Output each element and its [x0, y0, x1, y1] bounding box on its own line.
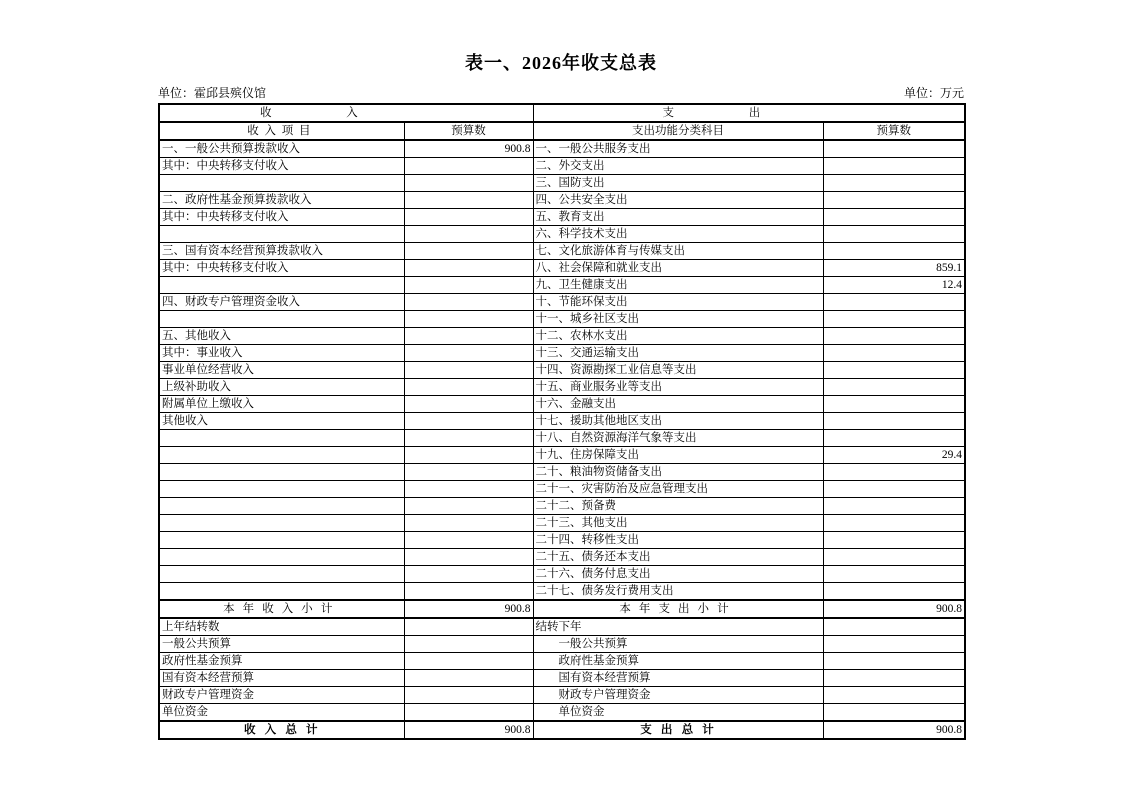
expense-item-cell: 二十五、债务还本支出	[533, 549, 823, 566]
income-item-cell: 本年收入小计	[159, 600, 404, 618]
income-item-cell: 四、财政专户管理资金收入	[159, 294, 404, 311]
expense-item-header: 支出功能分类科目	[533, 122, 823, 140]
income-item-cell	[159, 549, 404, 566]
expense-item-cell: 三、国防支出	[533, 175, 823, 192]
income-value-cell	[404, 175, 533, 192]
expense-value-cell	[823, 430, 965, 447]
table-row	[159, 721, 965, 739]
expense-value-cell	[823, 583, 965, 601]
income-budget-header: 预算数	[404, 122, 533, 140]
expense-value-cell	[823, 636, 965, 653]
income-value-cell	[404, 209, 533, 226]
income-item-cell	[159, 498, 404, 515]
table-row	[159, 583, 965, 601]
table-row	[159, 600, 965, 618]
expense-item-cell: 十九、住房保障支出	[533, 447, 823, 464]
expense-item-cell: 六、科学技术支出	[533, 226, 823, 243]
expense-budget-header: 预算数	[823, 122, 965, 140]
meta-line	[158, 86, 964, 100]
expense-value-cell	[823, 670, 965, 687]
table-row	[159, 430, 965, 447]
budget-summary-table	[158, 103, 966, 740]
table-row	[159, 636, 965, 653]
expense-value-cell	[823, 209, 965, 226]
expense-item-cell: 十三、交通运输支出	[533, 345, 823, 362]
income-value-cell: 900.8	[404, 140, 533, 158]
expense-item-cell: 一般公共预算	[533, 636, 823, 653]
expense-item-cell: 单位资金	[533, 704, 823, 722]
table-row	[159, 158, 965, 175]
expense-value-cell	[823, 345, 965, 362]
expense-item-cell: 十七、援助其他地区支出	[533, 413, 823, 430]
income-item-cell	[159, 311, 404, 328]
income-item-cell: 附属单位上缴收入	[159, 396, 404, 413]
income-item-cell	[159, 447, 404, 464]
income-value-cell	[404, 396, 533, 413]
table-row	[159, 515, 965, 532]
table-row	[159, 140, 965, 158]
expense-value-cell	[823, 158, 965, 175]
income-item-cell: 国有资本经营预算	[159, 670, 404, 687]
income-item-cell	[159, 430, 404, 447]
table-row	[159, 670, 965, 687]
income-item-cell: 五、其他收入	[159, 328, 404, 345]
group-header-row	[159, 104, 965, 122]
expense-value-cell	[823, 481, 965, 498]
expense-value-cell	[823, 498, 965, 515]
expense-item-cell: 十四、资源勘探工业信息等支出	[533, 362, 823, 379]
income-value-cell	[404, 549, 533, 566]
table-row	[159, 413, 965, 430]
expense-item-cell: 二十四、转移性支出	[533, 532, 823, 549]
expense-item-cell: 一、一般公共服务支出	[533, 140, 823, 158]
expense-item-cell: 五、教育支出	[533, 209, 823, 226]
expense-item-cell: 二、外交支出	[533, 158, 823, 175]
income-value-cell	[404, 653, 533, 670]
income-value-cell	[404, 636, 533, 653]
income-item-cell	[159, 532, 404, 549]
expense-value-cell	[823, 704, 965, 722]
table-row	[159, 532, 965, 549]
expense-group-header: 支出	[533, 104, 965, 122]
income-item-cell: 单位资金	[159, 704, 404, 722]
expense-value-cell	[823, 464, 965, 481]
income-value-cell	[404, 704, 533, 722]
unit-measure-label: 单位：万元	[903, 86, 964, 100]
expense-item-cell: 十一、城乡社区支出	[533, 311, 823, 328]
column-header-row	[159, 122, 965, 140]
income-item-cell: 一、一般公共预算拨款收入	[159, 140, 404, 158]
expense-value-cell	[823, 192, 965, 209]
table-row	[159, 277, 965, 294]
table-row	[159, 687, 965, 704]
table-row	[159, 226, 965, 243]
income-item-header: 收入项目	[159, 122, 404, 140]
income-item-cell: 其中：中央转移支付收入	[159, 158, 404, 175]
expense-item-cell: 财政专户管理资金	[533, 687, 823, 704]
income-value-cell: 900.8	[404, 600, 533, 618]
income-item-cell: 二、政府性基金预算拨款收入	[159, 192, 404, 209]
income-item-cell	[159, 566, 404, 583]
table-row	[159, 209, 965, 226]
table-row	[159, 566, 965, 583]
income-value-cell	[404, 515, 533, 532]
income-item-cell	[159, 515, 404, 532]
expense-value-cell	[823, 294, 965, 311]
income-value-cell	[404, 670, 533, 687]
expense-value-cell	[823, 687, 965, 704]
income-value-cell	[404, 413, 533, 430]
expense-value-cell: 12.4	[823, 277, 965, 294]
table-row	[159, 294, 965, 311]
income-item-cell: 其他收入	[159, 413, 404, 430]
table-row	[159, 653, 965, 670]
income-item-cell	[159, 175, 404, 192]
table-row	[159, 175, 965, 192]
expense-item-cell: 二十、粮油物资储备支出	[533, 464, 823, 481]
expense-item-cell: 二十六、债务付息支出	[533, 566, 823, 583]
income-value-cell	[404, 566, 533, 583]
table-row	[159, 192, 965, 209]
income-value-cell	[404, 362, 533, 379]
income-value-cell	[404, 447, 533, 464]
expense-value-cell	[823, 226, 965, 243]
income-value-cell	[404, 226, 533, 243]
income-item-cell: 财政专户管理资金	[159, 687, 404, 704]
income-value-cell	[404, 277, 533, 294]
expense-value-cell	[823, 618, 965, 636]
table-row	[159, 243, 965, 260]
table-row	[159, 328, 965, 345]
expense-value-cell	[823, 532, 965, 549]
table-body	[159, 140, 965, 739]
table-row	[159, 464, 965, 481]
income-value-cell	[404, 328, 533, 345]
income-value-cell	[404, 379, 533, 396]
income-item-cell	[159, 464, 404, 481]
table-row	[159, 447, 965, 464]
expense-item-cell: 十八、自然资源海洋气象等支出	[533, 430, 823, 447]
income-value-cell	[404, 158, 533, 175]
income-value-cell	[404, 345, 533, 362]
income-item-cell: 三、国有资本经营预算拨款收入	[159, 243, 404, 260]
expense-value-cell	[823, 243, 965, 260]
income-item-cell: 事业单位经营收入	[159, 362, 404, 379]
table-row	[159, 345, 965, 362]
page-title: 表一、2026年收支总表	[465, 53, 657, 73]
table-row	[159, 379, 965, 396]
income-value-cell	[404, 583, 533, 601]
expense-value-cell: 900.8	[823, 721, 965, 739]
expense-item-cell: 十二、农林水支出	[533, 328, 823, 345]
expense-value-cell	[823, 549, 965, 566]
table-row	[159, 362, 965, 379]
income-value-cell	[404, 532, 533, 549]
expense-item-cell: 二十七、债务发行费用支出	[533, 583, 823, 601]
table-row	[159, 549, 965, 566]
table-row	[159, 260, 965, 277]
income-item-cell: 上年结转数	[159, 618, 404, 636]
income-value-cell	[404, 430, 533, 447]
income-value-cell	[404, 260, 533, 277]
expense-item-cell: 九、卫生健康支出	[533, 277, 823, 294]
expense-value-cell: 29.4	[823, 447, 965, 464]
income-value-cell	[404, 294, 533, 311]
table-row	[159, 498, 965, 515]
table-row	[159, 481, 965, 498]
expense-item-cell: 本年支出小计	[533, 600, 823, 618]
income-item-cell: 收入总计	[159, 721, 404, 739]
expense-value-cell	[823, 175, 965, 192]
expense-value-cell	[823, 653, 965, 670]
income-value-cell: 900.8	[404, 721, 533, 739]
expense-item-cell: 四、公共安全支出	[533, 192, 823, 209]
expense-value-cell	[823, 311, 965, 328]
income-item-cell: 上级补助收入	[159, 379, 404, 396]
income-value-cell	[404, 481, 533, 498]
table-row	[159, 618, 965, 636]
expense-item-cell: 二十一、灾害防治及应急管理支出	[533, 481, 823, 498]
expense-value-cell: 900.8	[823, 600, 965, 618]
expense-item-cell: 二十二、预备费	[533, 498, 823, 515]
expense-item-cell: 七、文化旅游体育与传媒支出	[533, 243, 823, 260]
expense-item-cell: 政府性基金预算	[533, 653, 823, 670]
expense-value-cell	[823, 413, 965, 430]
income-item-cell: 其中：中央转移支付收入	[159, 209, 404, 226]
income-value-cell	[404, 243, 533, 260]
income-value-cell	[404, 618, 533, 636]
table-row	[159, 704, 965, 722]
income-item-cell	[159, 226, 404, 243]
income-item-cell: 其中：中央转移支付收入	[159, 260, 404, 277]
expense-item-cell: 十、节能环保支出	[533, 294, 823, 311]
income-item-cell: 政府性基金预算	[159, 653, 404, 670]
income-item-cell	[159, 583, 404, 601]
unit-name-label: 单位：霍邱县殡仪馆	[158, 86, 267, 100]
income-item-cell: 一般公共预算	[159, 636, 404, 653]
expense-value-cell	[823, 328, 965, 345]
expense-value-cell	[823, 379, 965, 396]
income-item-cell: 其中：事业收入	[159, 345, 404, 362]
expense-value-cell	[823, 362, 965, 379]
expense-item-cell: 十六、金融支出	[533, 396, 823, 413]
income-value-cell	[404, 498, 533, 515]
income-value-cell	[404, 687, 533, 704]
expense-item-cell: 结转下年	[533, 618, 823, 636]
income-value-cell	[404, 192, 533, 209]
expense-value-cell	[823, 140, 965, 158]
expense-value-cell	[823, 566, 965, 583]
expense-item-cell: 国有资本经营预算	[533, 670, 823, 687]
expense-value-cell	[823, 515, 965, 532]
income-group-header: 收入	[159, 104, 533, 122]
expense-item-cell: 八、社会保障和就业支出	[533, 260, 823, 277]
table-row	[159, 396, 965, 413]
income-value-cell	[404, 464, 533, 481]
expense-item-cell: 十五、商业服务业等支出	[533, 379, 823, 396]
expense-value-cell: 859.1	[823, 260, 965, 277]
table-row	[159, 311, 965, 328]
expense-item-cell: 二十三、其他支出	[533, 515, 823, 532]
expense-value-cell	[823, 396, 965, 413]
income-item-cell	[159, 481, 404, 498]
expense-item-cell: 支出总计	[533, 721, 823, 739]
income-value-cell	[404, 311, 533, 328]
income-item-cell	[159, 277, 404, 294]
